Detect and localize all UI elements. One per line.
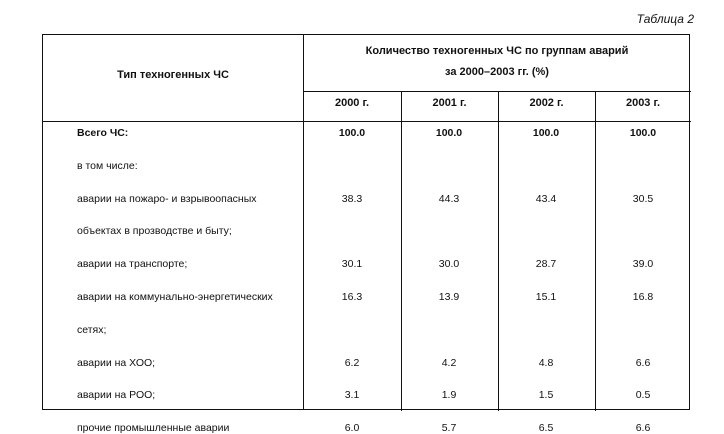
row-value: 6.6 xyxy=(635,422,651,434)
row-value: 15.1 xyxy=(535,291,557,303)
row-value: 16.8 xyxy=(632,291,654,303)
header-type: Тип техногенных ЧС xyxy=(117,69,229,81)
row-label: сетях; xyxy=(77,323,107,336)
row-value: 39.0 xyxy=(632,258,654,271)
row-value: 38.3 xyxy=(341,192,363,205)
row-label: аварии на транспорте; xyxy=(77,258,188,271)
row-value: 13.9 xyxy=(438,291,460,303)
row-value: 4.2 xyxy=(441,356,457,369)
column-divider xyxy=(595,91,596,411)
row-value: 30.5 xyxy=(632,192,654,205)
row-label: аварии на коммунально-энергетических xyxy=(77,291,273,303)
row-value: 4.8 xyxy=(538,356,554,369)
row-value: 43.4 xyxy=(535,192,557,205)
data-table xyxy=(42,34,690,434)
row-label: аварии на ХОО; xyxy=(77,356,156,369)
row-value: 16.3 xyxy=(341,291,363,303)
year-header-2002: 2002 г. xyxy=(529,97,564,109)
row-label: прочие промышленные аварии xyxy=(77,422,230,434)
row-value: 100.0 xyxy=(629,127,657,139)
row-label: объектах в прозводстве и быту; xyxy=(77,225,232,238)
table-caption: Таблица 2 xyxy=(636,12,694,26)
row-label: аварии на РОО; xyxy=(77,389,156,402)
year-header-2000: 2000 г. xyxy=(334,97,370,109)
row-value: 28.7 xyxy=(535,258,557,271)
header-divider xyxy=(43,121,691,122)
row-value: 3.1 xyxy=(344,389,360,402)
year-header-2001: 2001 г. xyxy=(432,97,467,109)
row-value: 44.3 xyxy=(438,192,460,205)
header-group xyxy=(303,41,691,83)
year-header-2003: 2003 г. xyxy=(625,97,661,109)
row-value: 30.0 xyxy=(438,258,460,271)
row-value: 6.2 xyxy=(344,356,360,369)
row-value: 5.7 xyxy=(441,422,457,434)
row-value: 100.0 xyxy=(435,127,463,139)
header-group-line1: Количество техногенных ЧС по группам аварий xyxy=(365,45,629,57)
row-label: аварии на пожаро- и взрывоопасных xyxy=(77,192,257,205)
row-value: 6.0 xyxy=(344,422,360,434)
row-label: Всего ЧС: xyxy=(77,127,129,139)
row-value: 100.0 xyxy=(532,127,560,139)
row-value: 0.5 xyxy=(635,389,651,402)
row-value: 6.5 xyxy=(538,422,554,434)
column-divider xyxy=(401,91,402,411)
row-value: 100.0 xyxy=(338,127,366,139)
header-divider xyxy=(303,91,691,92)
row-label: в том числе: xyxy=(77,159,138,172)
row-value: 6.6 xyxy=(635,356,651,369)
row-value: 30.1 xyxy=(341,258,363,271)
row-value: 1.5 xyxy=(538,389,554,402)
header-group-line2: за 2000–2003 гг. (%) xyxy=(445,66,549,78)
row-value: 1.9 xyxy=(441,389,457,402)
column-divider xyxy=(498,91,499,411)
